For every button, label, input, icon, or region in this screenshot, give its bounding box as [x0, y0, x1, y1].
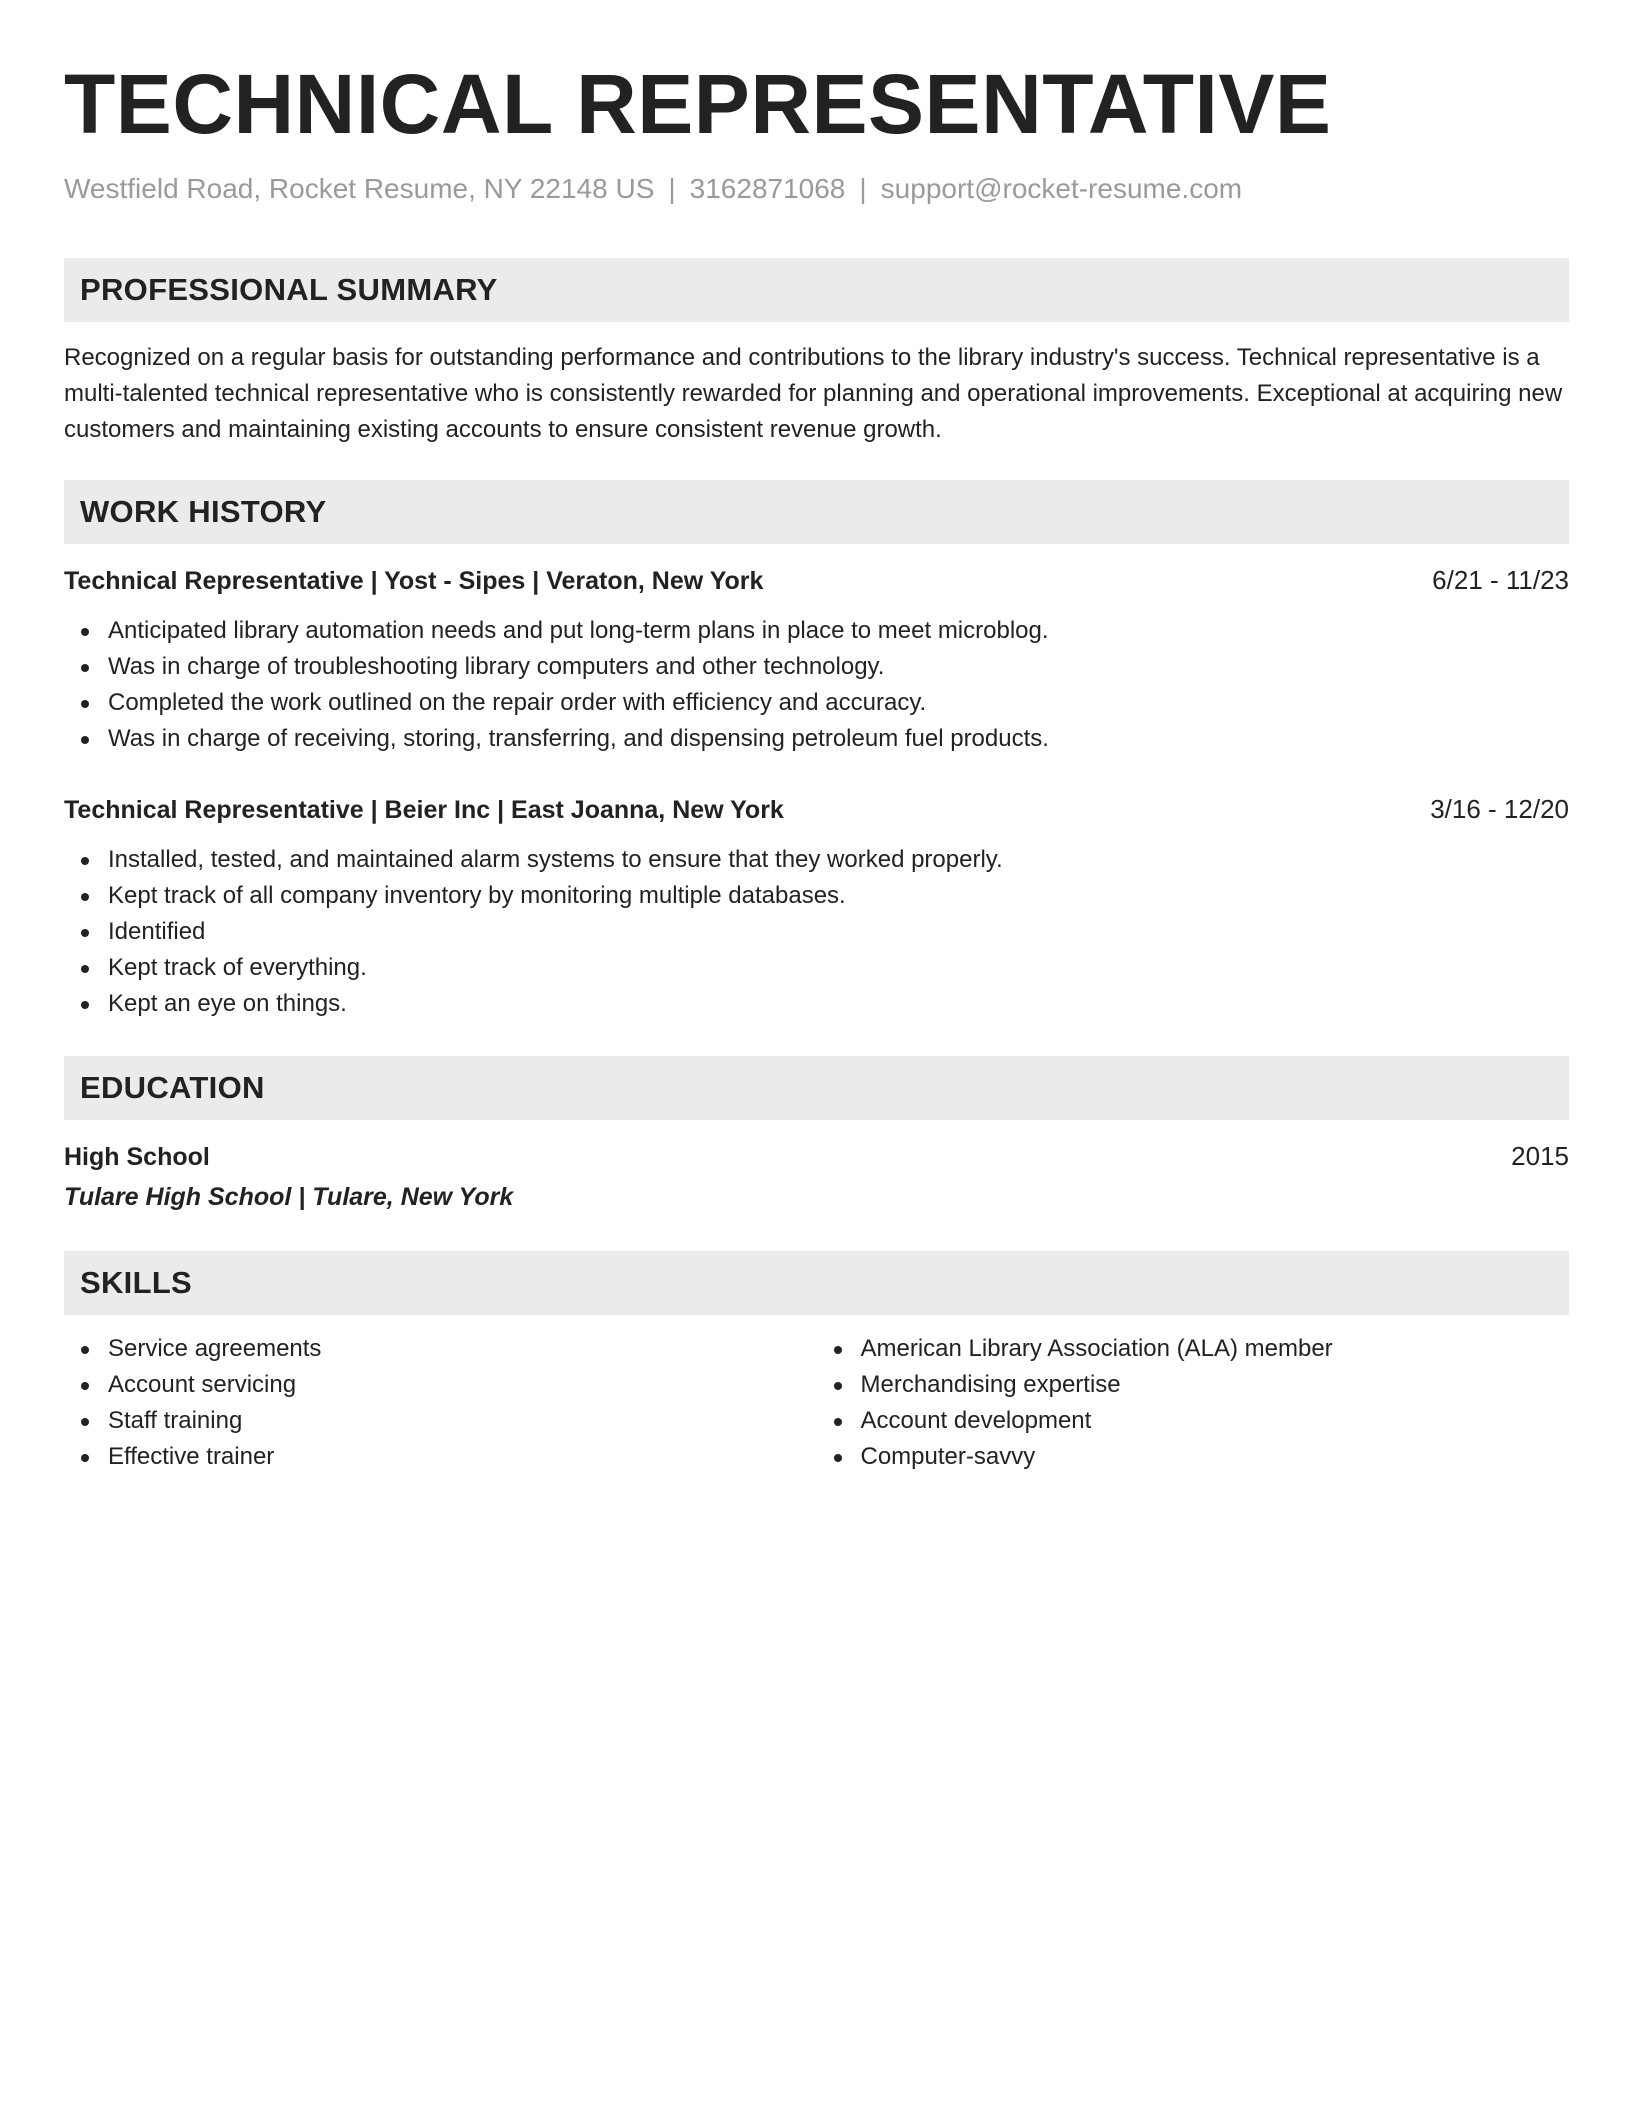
job-dates: 3/16 - 12/20 — [1430, 793, 1569, 824]
work-history-heading: WORK HISTORY — [80, 493, 327, 529]
skill-text: Effective trainer — [108, 1442, 275, 1470]
contact-email[interactable]: support@rocket-resume.com — [880, 173, 1243, 204]
job-bullet-list — [64, 613, 1569, 757]
education-degree: High School — [64, 1142, 210, 1171]
contact-phone: 3162871068 — [689, 173, 846, 204]
work-history-section — [64, 480, 1569, 1022]
bullet-icon — [81, 1001, 89, 1009]
bullet-text: Kept track of all company inventory by monitoring multiple databases. — [108, 881, 846, 909]
bullet-text: Identified — [108, 917, 206, 945]
education-year: 2015 — [1511, 1140, 1569, 1171]
bullet-icon — [81, 1418, 89, 1426]
skill-text: Computer-savvy — [860, 1442, 1036, 1470]
contact-address: Westfield Road, Rocket Resume, NY 22148 US — [64, 173, 655, 204]
section-header — [64, 1251, 1569, 1315]
education-heading: EDUCATION — [80, 1069, 265, 1105]
list-item — [817, 1367, 1570, 1403]
section-header — [64, 480, 1569, 544]
contact-line — [64, 172, 1569, 206]
bullet-text: Anticipated library automation needs and put long-term plans in place to meet microblog. — [108, 616, 1049, 644]
skill-text: Staff training — [108, 1406, 243, 1434]
bullet-icon — [81, 700, 89, 708]
list-item — [64, 950, 1569, 986]
skills-grid — [64, 1331, 1569, 1475]
skills-column-right — [817, 1331, 1570, 1475]
skills-section — [64, 1251, 1569, 1475]
list-item — [64, 685, 1569, 721]
list-item — [64, 986, 1569, 1022]
bullet-text: Completed the work outlined on the repair order with efficiency and accuracy. — [108, 688, 927, 716]
job-entry — [64, 791, 1569, 1022]
bullet-text: Was in charge of receiving, storing, transferring, and dispensing petroleum fuel products. — [108, 724, 1049, 752]
skills-list — [817, 1331, 1570, 1475]
bullet-icon — [834, 1382, 842, 1390]
education-section — [64, 1056, 1569, 1215]
section-header — [64, 258, 1569, 322]
list-item — [64, 613, 1569, 649]
list-item — [817, 1331, 1570, 1367]
education-school: Tulare High School | Tulare, New York — [64, 1182, 514, 1211]
job-title: Technical Representative | Yost - Sipes | Veraton, New York — [64, 566, 764, 595]
bullet-icon — [81, 893, 89, 901]
skill-text: Service agreements — [108, 1334, 322, 1362]
bullet-icon — [834, 1346, 842, 1354]
list-item — [64, 1367, 817, 1403]
list-item — [64, 1331, 817, 1367]
job-dates: 6/21 - 11/23 — [1432, 564, 1569, 595]
bullet-icon — [81, 965, 89, 973]
bullet-text: Was in charge of troubleshooting library computers and other technology. — [108, 652, 885, 680]
bullet-icon — [81, 1454, 89, 1462]
list-item — [64, 649, 1569, 685]
bullet-icon — [834, 1454, 842, 1462]
job-header — [64, 791, 1569, 828]
bullet-icon — [834, 1418, 842, 1426]
bullet-icon — [81, 857, 89, 865]
list-item — [64, 1439, 817, 1475]
contact-separator: | — [859, 173, 867, 204]
summary-section — [64, 258, 1569, 448]
skill-text: Account servicing — [108, 1370, 297, 1398]
skills-column-left — [64, 1331, 817, 1475]
list-item — [64, 914, 1569, 950]
list-item — [64, 721, 1569, 757]
skill-text: Merchandising expertise — [860, 1370, 1121, 1398]
job-entry — [64, 562, 1569, 757]
bullet-icon — [81, 929, 89, 937]
education-header — [64, 1138, 1569, 1175]
bullet-icon — [81, 628, 89, 636]
bullet-icon — [81, 1346, 89, 1354]
summary-heading: PROFESSIONAL SUMMARY — [80, 271, 498, 307]
list-item — [64, 878, 1569, 914]
list-item — [64, 1403, 817, 1439]
section-header — [64, 1056, 1569, 1120]
job-bullet-list — [64, 842, 1569, 1022]
summary-text: Recognized on a regular basis for outstanding performance and contributions to the library industry's success. Technical representative is a multi-talented technical representative who is consistently rewarded for planning and operational improvements. Exceptional at acquiring new customers and maintaining existing accounts to ensure consistent revenue growth. — [64, 343, 1563, 443]
list-item — [817, 1403, 1570, 1439]
skill-text: American Library Association (ALA) member — [860, 1334, 1333, 1362]
contact-separator: | — [668, 173, 676, 204]
bullet-icon — [81, 736, 89, 744]
job-title: Technical Representative | Beier Inc | East Joanna, New York — [64, 795, 784, 824]
bullet-icon — [81, 664, 89, 672]
job-header — [64, 562, 1569, 599]
bullet-icon — [81, 1382, 89, 1390]
candidate-name: TECHNICAL REPRESENTATIVE — [64, 57, 1332, 151]
list-item — [817, 1439, 1570, 1475]
skill-text: Account development — [860, 1406, 1092, 1434]
skills-list — [64, 1331, 817, 1475]
bullet-text: Kept track of everything. — [108, 953, 367, 981]
list-item — [64, 842, 1569, 878]
bullet-text: Kept an eye on things. — [108, 989, 347, 1017]
bullet-text: Installed, tested, and maintained alarm systems to ensure that they worked properly. — [108, 845, 1003, 873]
skills-heading: SKILLS — [80, 1264, 193, 1300]
